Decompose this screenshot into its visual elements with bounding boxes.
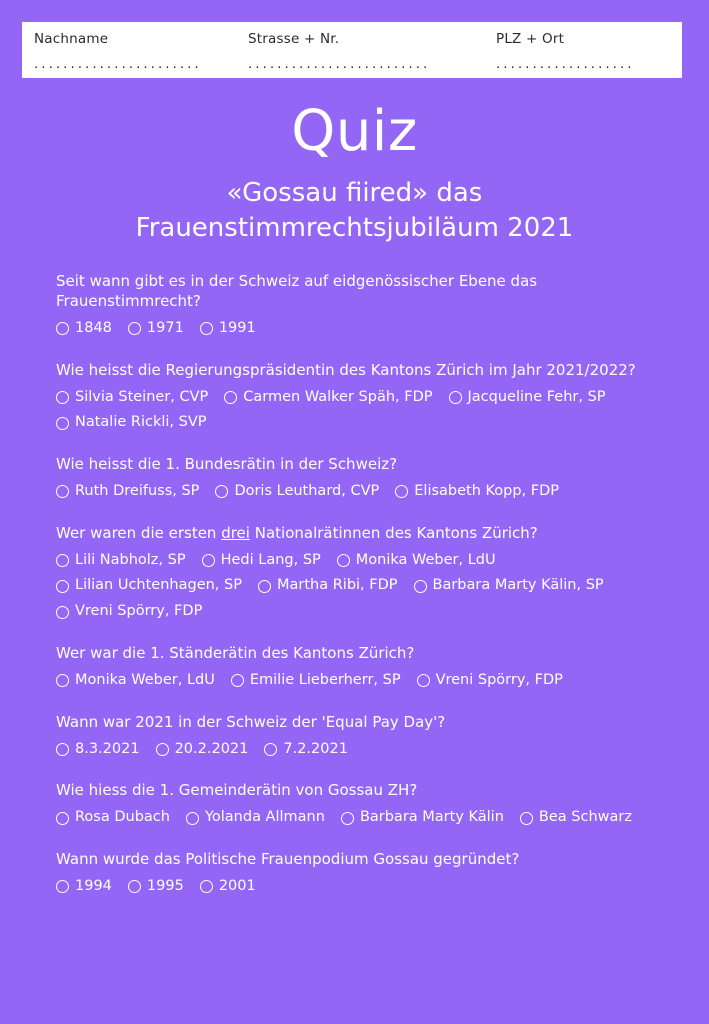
option-item[interactable] bbox=[337, 550, 496, 572]
radio-button-icon[interactable] bbox=[56, 485, 69, 498]
question-block bbox=[56, 272, 676, 344]
option-label: 2001 bbox=[218, 877, 256, 894]
option-label: Ruth Dreifuss, SP bbox=[75, 483, 200, 499]
address-field-nachname[interactable] bbox=[22, 22, 248, 78]
radio-button-icon[interactable] bbox=[156, 743, 169, 756]
option-label: Hedi Lang, SP bbox=[220, 551, 321, 568]
option-label: Martha Ribi, FDP bbox=[276, 577, 398, 594]
address-field-strasse[interactable] bbox=[248, 22, 496, 78]
radio-button-icon[interactable] bbox=[395, 485, 408, 498]
address-label-nachname: Nachname bbox=[34, 31, 109, 47]
address-label-plz-ort: PLZ + Ort bbox=[496, 31, 565, 47]
option-group bbox=[56, 876, 676, 902]
option-item[interactable] bbox=[128, 318, 184, 340]
question-block bbox=[56, 781, 676, 833]
option-label: Lilian Uchtenhagen, SP bbox=[75, 577, 242, 594]
question-text: Wie heisst die 1. Bundesrätin in der Schweiz? bbox=[56, 455, 398, 474]
option-label: Rosa Dubach bbox=[75, 809, 170, 826]
option-group bbox=[56, 739, 676, 765]
option-label: 20.2.2021 bbox=[174, 740, 249, 757]
option-label: Yolanda Allmann bbox=[204, 809, 325, 826]
option-label: Vreni Spörry, FDP bbox=[75, 603, 203, 620]
header bbox=[0, 99, 709, 246]
radio-button-icon[interactable] bbox=[202, 554, 215, 567]
address-dots-nachname: ....................... bbox=[34, 56, 202, 72]
option-item[interactable] bbox=[215, 481, 379, 503]
option-item[interactable] bbox=[56, 807, 170, 829]
option-item[interactable] bbox=[264, 739, 348, 761]
option-item[interactable] bbox=[56, 601, 202, 623]
question-text-part: Wer waren die ersten bbox=[56, 523, 222, 542]
option-label: Vreni Spörry, FDP bbox=[435, 671, 563, 688]
radio-button-icon[interactable] bbox=[341, 812, 354, 825]
question-text-part: Nationalrätinnen des Kantons Zürich? bbox=[249, 523, 538, 542]
option-item[interactable] bbox=[56, 739, 140, 761]
radio-button-icon[interactable] bbox=[520, 812, 533, 825]
option-label: 7.2.2021 bbox=[283, 740, 348, 757]
radio-button-icon[interactable] bbox=[200, 880, 213, 893]
option-item[interactable] bbox=[258, 575, 398, 597]
address-bar bbox=[22, 22, 682, 78]
option-label: Carmen Walker Späh, FDP bbox=[243, 388, 433, 405]
radio-button-icon[interactable] bbox=[128, 880, 141, 893]
option-label: Lili Nabholz, SP bbox=[75, 551, 186, 568]
address-dots-strasse: ......................... bbox=[248, 56, 431, 72]
option-item[interactable] bbox=[200, 318, 256, 340]
radio-button-icon[interactable] bbox=[56, 554, 69, 567]
option-item[interactable] bbox=[56, 481, 199, 503]
option-group bbox=[56, 387, 676, 439]
radio-button-icon[interactable] bbox=[231, 674, 244, 687]
option-label: Silvia Steiner, CVP bbox=[75, 388, 209, 405]
question-block bbox=[56, 361, 676, 438]
radio-button-icon[interactable] bbox=[56, 417, 69, 430]
option-group bbox=[56, 807, 676, 833]
option-item[interactable] bbox=[56, 876, 112, 898]
option-label: 8.3.2021 bbox=[75, 740, 140, 757]
option-item[interactable] bbox=[128, 876, 184, 898]
radio-button-icon[interactable] bbox=[56, 880, 69, 893]
question-text: Wie heisst die Regierungspräsidentin des Kantons Zürich im Jahr 2021/2022? bbox=[56, 360, 636, 379]
question-text: Wann wurde das Politische Frauenpodium Gossau gegründet? bbox=[56, 850, 520, 868]
radio-button-icon[interactable] bbox=[337, 554, 350, 567]
option-label: 1848 bbox=[75, 319, 112, 336]
subtitle-line-1: «Gossau fiired» das bbox=[226, 177, 483, 208]
subtitle-line-2: Frauenstimmrechtsjubiläum 2021 bbox=[135, 212, 574, 243]
radio-button-icon[interactable] bbox=[56, 391, 69, 404]
option-item[interactable] bbox=[56, 387, 208, 409]
address-field-plz-ort[interactable] bbox=[496, 22, 682, 78]
option-item[interactable] bbox=[56, 575, 242, 597]
question-block bbox=[56, 455, 676, 507]
option-item[interactable] bbox=[231, 670, 401, 692]
question-list bbox=[56, 272, 676, 919]
option-item[interactable] bbox=[156, 739, 249, 761]
option-label: Monika Weber, LdU bbox=[355, 551, 496, 568]
option-item[interactable] bbox=[200, 876, 256, 898]
question-text: Wann war 2021 in der Schweiz der 'Equal Pay Day'? bbox=[56, 712, 446, 731]
question-text: Wie hiess die 1. Gemeinderätin von Gossau ZH? bbox=[56, 781, 418, 800]
option-label: 1971 bbox=[146, 319, 184, 336]
option-item[interactable] bbox=[520, 807, 632, 829]
address-label-strasse: Strasse + Nr. bbox=[248, 31, 340, 47]
option-item[interactable] bbox=[202, 550, 321, 572]
option-item[interactable] bbox=[56, 550, 186, 572]
radio-button-icon[interactable] bbox=[56, 674, 69, 687]
option-label: Barbara Marty Kälin bbox=[359, 809, 504, 826]
question-text-emphasis: drei bbox=[221, 523, 250, 542]
radio-button-icon[interactable] bbox=[56, 606, 69, 619]
question-block bbox=[56, 850, 676, 902]
radio-button-icon[interactable] bbox=[258, 580, 271, 593]
radio-button-icon[interactable] bbox=[417, 674, 430, 687]
radio-button-icon[interactable] bbox=[186, 812, 199, 825]
option-item[interactable] bbox=[224, 387, 432, 409]
question-block bbox=[56, 713, 676, 765]
option-label: Elisabeth Kopp, FDP bbox=[414, 483, 560, 499]
option-item[interactable] bbox=[56, 670, 215, 692]
option-item[interactable] bbox=[414, 575, 604, 597]
option-group bbox=[56, 670, 676, 696]
address-dots-plz-ort: ................... bbox=[496, 56, 635, 72]
radio-button-icon[interactable] bbox=[128, 322, 141, 335]
option-label: 1991 bbox=[218, 319, 256, 336]
option-label: Barbara Marty Kälin, SP bbox=[432, 577, 604, 594]
option-item[interactable] bbox=[341, 807, 504, 829]
option-item[interactable] bbox=[417, 670, 563, 692]
option-item[interactable] bbox=[395, 481, 559, 503]
option-label: 1994 bbox=[75, 877, 112, 894]
radio-button-icon[interactable] bbox=[56, 580, 69, 593]
option-group bbox=[56, 318, 676, 344]
question-block bbox=[56, 644, 676, 696]
radio-button-icon[interactable] bbox=[56, 322, 69, 335]
radio-button-icon[interactable] bbox=[56, 743, 69, 756]
option-label: Bea Schwarz bbox=[538, 809, 632, 826]
radio-button-icon[interactable] bbox=[414, 580, 427, 593]
option-label: 1995 bbox=[146, 877, 184, 894]
radio-button-icon[interactable] bbox=[264, 743, 277, 756]
option-group bbox=[56, 550, 676, 627]
radio-button-icon[interactable] bbox=[224, 391, 237, 404]
question-text: Seit wann gibt es in der Schweiz auf eidgenössischer Ebene das Frauenstimmrecht? bbox=[56, 272, 538, 310]
option-label: Doris Leuthard, CVP bbox=[234, 483, 380, 499]
radio-button-icon[interactable] bbox=[56, 812, 69, 825]
question-text: Wer war die 1. Ständerätin des Kantons Zürich? bbox=[56, 643, 415, 662]
option-group bbox=[56, 481, 676, 507]
option-item[interactable] bbox=[186, 807, 325, 829]
question-text bbox=[56, 524, 676, 544]
question-block bbox=[56, 524, 676, 627]
option-item[interactable] bbox=[449, 387, 606, 409]
radio-button-icon[interactable] bbox=[215, 485, 228, 498]
page-title: Quiz bbox=[291, 99, 418, 164]
page-subtitle bbox=[0, 176, 709, 246]
option-label: Monika Weber, LdU bbox=[75, 671, 215, 688]
option-label: Natalie Rickli, SVP bbox=[75, 414, 207, 431]
option-item[interactable] bbox=[56, 318, 112, 340]
option-label: Jacqueline Fehr, SP bbox=[467, 388, 606, 405]
radio-button-icon[interactable] bbox=[449, 391, 462, 404]
option-label: Emilie Lieberherr, SP bbox=[249, 671, 401, 688]
radio-button-icon[interactable] bbox=[200, 322, 213, 335]
option-item[interactable] bbox=[56, 412, 207, 434]
